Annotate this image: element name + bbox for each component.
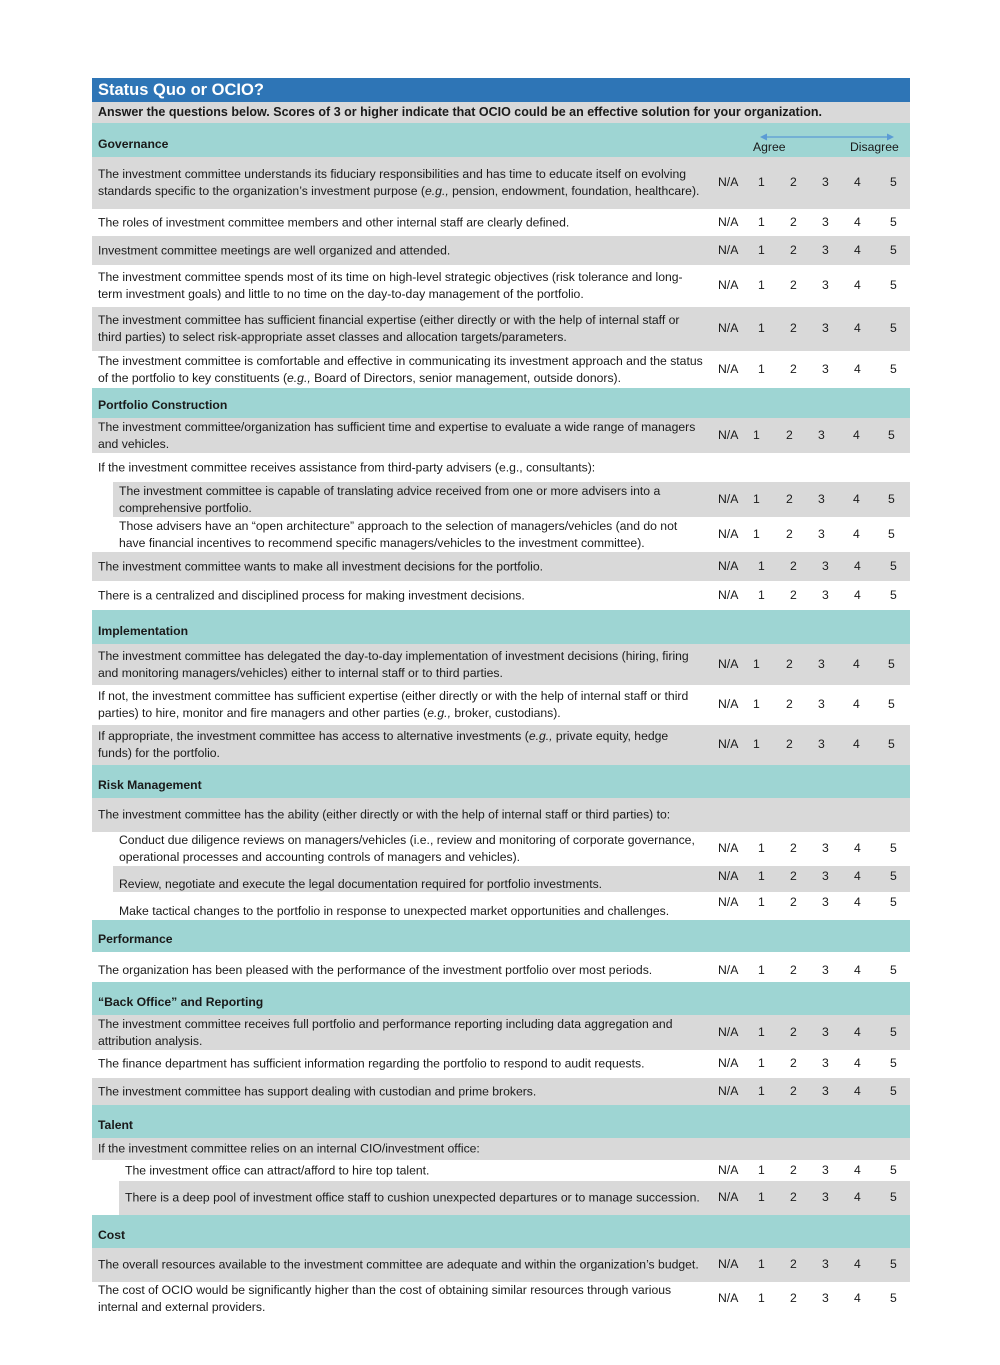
rating-scale — [714, 175, 904, 191]
rating-option-4[interactable]: 4 — [854, 587, 861, 602]
rating-option-5[interactable]: 5 — [890, 869, 897, 883]
rating-scale — [714, 895, 904, 911]
rating-option-1[interactable]: 1 — [758, 1083, 765, 1098]
survey-sheet — [92, 78, 910, 1316]
rating-option-3[interactable]: 3 — [822, 175, 829, 189]
question-row — [92, 418, 910, 453]
rating-option-na[interactable]: N/A — [718, 1291, 739, 1305]
rating-option-4[interactable]: 4 — [854, 242, 861, 257]
question-row — [92, 581, 910, 610]
rating-option-4[interactable]: 4 — [854, 361, 861, 376]
rating-option-4[interactable]: 4 — [853, 656, 860, 671]
rating-option-2[interactable]: 2 — [790, 242, 797, 257]
rating-scale — [714, 278, 904, 294]
rating-option-3[interactable]: 3 — [822, 869, 829, 883]
section-heading: “Back Office” and Reporting — [98, 995, 264, 1009]
question-text: If not, the investment committee has sufficient expertise (either directly or with the help of internal staff or third parties) to hire, monitor and fire managers and other parties (e.g., broker, custodians). — [98, 689, 689, 720]
rating-option-5[interactable]: 5 — [890, 587, 897, 602]
question-text: The overall resources available to the investment committee are adequate and within the organization’s budget. — [98, 1257, 699, 1272]
rating-option-2[interactable]: 2 — [790, 1056, 797, 1070]
rating-option-na[interactable]: N/A — [718, 214, 739, 229]
rating-option-3[interactable]: 3 — [818, 526, 825, 541]
question-row — [92, 209, 910, 236]
rating-option-5[interactable]: 5 — [890, 175, 897, 189]
rating-option-4[interactable]: 4 — [854, 214, 861, 229]
question-text: The investment office can attract/afford to hire top talent. — [125, 1163, 430, 1177]
section-governance — [92, 123, 910, 157]
rating-option-3[interactable]: 3 — [822, 587, 829, 602]
rating-option-4[interactable]: 4 — [854, 1291, 861, 1305]
question-row — [92, 892, 910, 920]
section-back-office — [92, 982, 910, 1015]
rating-scale — [714, 215, 904, 231]
rating-option-4[interactable]: 4 — [854, 1056, 861, 1070]
rating-option-4[interactable]: 4 — [854, 558, 861, 573]
rating-option-4[interactable]: 4 — [854, 841, 861, 855]
question-row — [92, 725, 910, 765]
rating-option-5[interactable]: 5 — [890, 214, 897, 229]
rating-option-2[interactable]: 2 — [790, 1257, 797, 1271]
rating-option-na[interactable]: N/A — [718, 869, 739, 883]
question-row — [92, 236, 910, 265]
rating-option-na[interactable]: N/A — [718, 1162, 739, 1177]
rating-option-5[interactable]: 5 — [890, 242, 897, 257]
rating-option-3[interactable]: 3 — [818, 427, 825, 442]
rating-option-5[interactable]: 5 — [890, 278, 897, 292]
rating-option-5[interactable]: 5 — [888, 526, 895, 541]
rating-option-5[interactable]: 5 — [890, 1056, 897, 1070]
rating-scale — [714, 492, 904, 508]
rating-scale — [714, 559, 904, 575]
question-row — [92, 265, 910, 307]
rating-option-3[interactable]: 3 — [822, 214, 829, 229]
rating-option-na[interactable]: N/A — [718, 526, 739, 541]
rating-option-3[interactable]: 3 — [822, 558, 829, 573]
rating-option-4[interactable]: 4 — [854, 895, 861, 909]
rating-option-na[interactable]: N/A — [718, 697, 739, 711]
rating-scale — [714, 963, 904, 979]
rating-option-na[interactable]: N/A — [718, 491, 739, 506]
rating-option-3[interactable]: 3 — [818, 656, 825, 671]
rating-option-4[interactable]: 4 — [854, 869, 861, 883]
rating-option-3[interactable]: 3 — [822, 1083, 829, 1098]
rating-option-1[interactable]: 1 — [753, 427, 760, 442]
rating-option-5[interactable]: 5 — [890, 963, 897, 977]
intro-text: If the investment committee relies on an internal CIO/investment office: — [98, 1141, 480, 1156]
rating-option-2[interactable]: 2 — [790, 175, 797, 189]
section-cost — [92, 1215, 910, 1248]
rating-option-4[interactable]: 4 — [853, 491, 860, 506]
rating-option-3[interactable]: 3 — [822, 321, 829, 335]
question-row — [92, 1181, 910, 1215]
rating-option-2[interactable]: 2 — [786, 491, 793, 506]
rating-option-2[interactable]: 2 — [790, 1291, 797, 1305]
rating-option-5[interactable]: 5 — [890, 1257, 897, 1271]
rating-option-na[interactable]: N/A — [718, 656, 739, 671]
rating-option-na[interactable]: N/A — [718, 175, 739, 189]
rating-option-2[interactable]: 2 — [790, 361, 797, 376]
rating-option-4[interactable]: 4 — [854, 1257, 861, 1271]
rating-option-2[interactable]: 2 — [790, 214, 797, 229]
rating-scale — [714, 1291, 904, 1307]
question-row — [92, 351, 910, 388]
section-portfolio-construction — [92, 388, 910, 418]
rating-option-2[interactable]: 2 — [790, 869, 797, 883]
rating-scale — [714, 697, 904, 713]
rating-scale — [714, 1056, 904, 1072]
rating-scale — [714, 1257, 904, 1273]
rating-option-na[interactable]: N/A — [718, 242, 739, 257]
section-heading: Risk Management — [98, 778, 202, 792]
rating-option-1[interactable]: 1 — [758, 587, 765, 602]
rating-option-na[interactable]: N/A — [718, 1083, 739, 1098]
question-text: If appropriate, the investment committee has access to alternative investments (e.g., private equity, hedge funds) for the portfolio. — [98, 729, 669, 760]
indent-spacer — [92, 1181, 119, 1215]
section-heading: Performance — [98, 932, 173, 946]
rating-option-5[interactable]: 5 — [890, 1024, 897, 1039]
question-row — [92, 1078, 910, 1105]
rating-option-2[interactable]: 2 — [786, 427, 793, 442]
indent-spacer — [92, 482, 113, 517]
rating-option-1[interactable]: 1 — [758, 1291, 765, 1305]
rating-option-1[interactable]: 1 — [753, 697, 760, 711]
section-risk-management — [92, 765, 910, 798]
rating-option-3[interactable]: 3 — [818, 491, 825, 506]
rating-scale — [714, 428, 904, 444]
question-row — [92, 307, 910, 351]
rating-option-2[interactable]: 2 — [790, 558, 797, 573]
rating-option-5[interactable]: 5 — [888, 737, 895, 751]
rating-option-3[interactable]: 3 — [822, 1291, 829, 1305]
rating-option-5[interactable]: 5 — [890, 841, 897, 855]
rating-option-1[interactable]: 1 — [758, 242, 765, 257]
intro-row — [92, 453, 910, 482]
question-text: The finance department has sufficient information regarding the portfolio to respond to audit requests. — [98, 1056, 645, 1071]
rating-scale — [714, 869, 904, 885]
rating-scale — [714, 1190, 904, 1206]
rating-option-na[interactable]: N/A — [718, 737, 739, 751]
rating-option-3[interactable]: 3 — [822, 1162, 829, 1177]
rating-option-1[interactable]: 1 — [758, 869, 765, 883]
rating-option-1[interactable]: 1 — [758, 321, 765, 335]
rating-scale — [714, 362, 904, 378]
rating-option-4[interactable]: 4 — [854, 963, 861, 977]
question-row — [92, 952, 910, 982]
question-row — [92, 482, 910, 517]
rating-option-5[interactable]: 5 — [890, 895, 897, 909]
rating-option-na[interactable]: N/A — [718, 587, 739, 602]
rating-option-2[interactable]: 2 — [786, 697, 793, 711]
rating-option-1[interactable]: 1 — [758, 558, 765, 573]
indent-spacer — [92, 866, 113, 892]
question-text: The investment committee has delegated the day-to-day implementation of investment decisions (hiring, firing and monitoring managers/vehicles) either to internal staff or to third parties. — [98, 648, 689, 680]
rating-option-1[interactable]: 1 — [758, 963, 765, 977]
rating-option-2[interactable]: 2 — [790, 895, 797, 909]
rating-option-4[interactable]: 4 — [853, 737, 860, 751]
section-heading: Talent — [98, 1118, 133, 1132]
question-text: The investment committee/organization has sufficient time and expertise to evaluate a wide range of managers and vehicles. — [98, 419, 696, 451]
rating-option-1[interactable]: 1 — [758, 1162, 765, 1177]
rating-scale — [714, 841, 904, 857]
question-text: Those advisers have an “open architecture” approach to the selection of managers/vehicles (and do not have financial incentives to recommend specific managers/vehicles to the investment committee). — [119, 518, 678, 550]
rating-option-2[interactable]: 2 — [790, 1162, 797, 1177]
rating-option-na[interactable]: N/A — [718, 361, 739, 376]
intro-text: The investment committee has the ability (either directly or with the help of internal staff or third parties) to: — [98, 807, 671, 822]
rating-option-na[interactable]: N/A — [718, 558, 739, 573]
section-heading: Governance — [98, 137, 169, 151]
rating-option-na[interactable]: N/A — [718, 278, 739, 292]
question-text: The cost of OCIO would be significantly higher than the cost of obtaining similar resources through various internal and external providers. — [98, 1283, 672, 1314]
rating-option-5[interactable]: 5 — [890, 1291, 897, 1305]
rating-option-4[interactable]: 4 — [853, 427, 860, 442]
rating-option-3[interactable]: 3 — [822, 361, 829, 376]
question-row — [92, 644, 910, 685]
rating-option-3[interactable]: 3 — [818, 737, 825, 751]
rating-option-na[interactable]: N/A — [718, 321, 739, 335]
question-row — [92, 1160, 910, 1181]
rating-option-2[interactable]: 2 — [790, 587, 797, 602]
question-row — [92, 832, 910, 866]
question-row — [92, 157, 910, 209]
question-row — [92, 866, 910, 892]
rating-scale — [714, 321, 904, 337]
disagree-label: Disagree — [850, 140, 899, 154]
rating-option-2[interactable]: 2 — [786, 526, 793, 541]
rating-scale — [714, 588, 904, 604]
rating-scale — [714, 657, 904, 673]
rating-option-3[interactable]: 3 — [822, 242, 829, 257]
question-row — [92, 1282, 910, 1316]
section-talent — [92, 1105, 910, 1138]
rating-option-1[interactable]: 1 — [758, 278, 765, 292]
rating-option-1[interactable]: 1 — [758, 841, 765, 855]
question-text: The investment committee has sufficient financial expertise (either directly or with the help of internal staff or third parties) to select risk-appropriate asset classes and allocation targets/parameters. — [98, 313, 680, 344]
rating-option-3[interactable]: 3 — [822, 963, 829, 977]
question-row — [92, 552, 910, 581]
rating-option-5[interactable]: 5 — [890, 1083, 897, 1098]
section-heading: Implementation — [98, 624, 189, 638]
rating-option-5[interactable]: 5 — [890, 321, 897, 335]
rating-option-5[interactable]: 5 — [888, 491, 895, 506]
rating-option-1[interactable]: 1 — [758, 1257, 765, 1271]
rating-option-2[interactable]: 2 — [790, 1024, 797, 1039]
rating-option-na[interactable]: N/A — [718, 1024, 739, 1039]
question-text: Conduct due diligence reviews on managers/vehicles (i.e., review and monitoring of corporate governance, operational processes and accounting controls of managers and vehicles). — [119, 833, 695, 864]
rating-option-5[interactable]: 5 — [888, 427, 895, 442]
rating-option-na[interactable]: N/A — [718, 841, 739, 855]
section-performance — [92, 920, 910, 952]
rating-scale — [714, 243, 904, 259]
question-text: The investment committee understands its fiduciary responsibilities and has time to educate itself on evolving standards specific to the organization’s investment purpose (e.g., pension, endowment, foundation, healthcare). — [98, 167, 700, 198]
rating-option-4[interactable]: 4 — [854, 175, 861, 189]
question-text: There is a centralized and disciplined process for making investment decisions. — [98, 588, 525, 602]
intro-row — [92, 798, 910, 832]
rating-option-3[interactable]: 3 — [822, 841, 829, 855]
rating-option-3[interactable]: 3 — [822, 1056, 829, 1070]
rating-option-5[interactable]: 5 — [890, 558, 897, 573]
rating-option-na[interactable]: N/A — [718, 963, 739, 977]
rating-option-5[interactable]: 5 — [888, 697, 895, 711]
rating-option-1[interactable]: 1 — [758, 214, 765, 229]
page-title: Status Quo or OCIO? — [92, 78, 910, 102]
rating-option-2[interactable]: 2 — [790, 278, 797, 292]
question-text: Make tactical changes to the portfolio in response to unexpected market opportunities and challenges. — [119, 904, 670, 918]
section-heading: Cost — [98, 1228, 126, 1242]
rating-option-4[interactable]: 4 — [853, 697, 860, 711]
rating-option-2[interactable]: 2 — [790, 963, 797, 977]
rating-option-1[interactable]: 1 — [753, 491, 760, 506]
question-text: Review, negotiate and execute the legal documentation required for portfolio investments. — [119, 877, 603, 891]
rating-option-1[interactable]: 1 — [758, 1056, 765, 1070]
rating-option-1[interactable]: 1 — [758, 1024, 765, 1039]
rating-option-2[interactable]: 2 — [790, 321, 797, 335]
question-text: Investment committee meetings are well organized and attended. — [98, 243, 451, 257]
rating-option-na[interactable]: N/A — [718, 1257, 739, 1271]
question-text: The organization has been pleased with the performance of the investment portfolio over most periods. — [98, 963, 653, 977]
question-text: There is a deep pool of investment office staff to cushion unexpected departures or to manage succession. — [125, 1190, 700, 1205]
question-row — [92, 1248, 910, 1282]
rating-option-3[interactable]: 3 — [822, 278, 829, 292]
rating-scale — [714, 527, 904, 543]
rating-option-4[interactable]: 4 — [854, 1190, 861, 1204]
intro-row — [92, 1138, 910, 1160]
question-row — [92, 517, 910, 552]
rating-option-3[interactable]: 3 — [818, 697, 825, 711]
rating-option-4[interactable]: 4 — [854, 321, 861, 335]
rating-option-5[interactable]: 5 — [890, 1162, 897, 1177]
rating-option-4[interactable]: 4 — [853, 526, 860, 541]
rating-option-2[interactable]: 2 — [790, 841, 797, 855]
intro-text: If the investment committee receives assistance from third-party advisers (e.g., consultants): — [98, 460, 596, 474]
rating-option-2[interactable]: 2 — [790, 1083, 797, 1098]
rating-option-1[interactable]: 1 — [753, 737, 760, 751]
section-implementation — [92, 610, 910, 644]
question-row — [92, 1015, 910, 1050]
rating-option-na[interactable]: N/A — [718, 1056, 739, 1070]
question-text: The investment committee receives full portfolio and performance reporting including data aggregation and attribution analysis. — [98, 1016, 673, 1048]
rating-scale — [714, 1163, 904, 1179]
agree-disagree-scale-header — [750, 123, 910, 157]
question-row — [92, 1050, 910, 1078]
question-text: The investment committee spends most of its time on high-level strategic objectives (risk tolerance and long-term investment goals) and little to no time on the day-to-day management of the portfolio. — [98, 270, 683, 301]
rating-option-4[interactable]: 4 — [854, 1024, 861, 1039]
rating-option-4[interactable]: 4 — [854, 278, 861, 292]
rating-option-5[interactable]: 5 — [888, 656, 895, 671]
question-text: The roles of investment committee members and other internal staff are clearly defined. — [98, 215, 570, 229]
rating-scale — [714, 1025, 904, 1041]
rating-option-1[interactable]: 1 — [753, 526, 760, 541]
question-text: The investment committee wants to make all investment decisions for the portfolio. — [98, 559, 544, 573]
rating-option-3[interactable]: 3 — [822, 895, 829, 909]
rating-option-1[interactable]: 1 — [758, 1190, 765, 1204]
question-text: The investment committee is comfortable and effective in communicating its investment approach and the status of the portfolio to key constituents (e.g., Board of Directors, senior management, outside donors). — [98, 353, 703, 385]
rating-option-4[interactable]: 4 — [854, 1162, 861, 1177]
question-text: The investment committee is capable of translating advice received from one or more advisers into a comprehensive portfolio. — [119, 483, 661, 515]
question-row — [92, 685, 910, 725]
rating-option-1[interactable]: 1 — [753, 656, 760, 671]
rating-option-2[interactable]: 2 — [786, 656, 793, 671]
rating-option-2[interactable]: 2 — [790, 1190, 797, 1204]
rating-scale — [714, 1084, 904, 1100]
rating-option-3[interactable]: 3 — [822, 1190, 829, 1204]
section-heading: Portfolio Construction — [98, 398, 228, 412]
rating-option-na[interactable]: N/A — [718, 1190, 739, 1204]
rating-option-1[interactable]: 1 — [758, 175, 765, 189]
question-text: The investment committee has support dealing with custodian and prime brokers. — [98, 1084, 537, 1098]
rating-option-1[interactable]: 1 — [758, 895, 765, 909]
rating-option-5[interactable]: 5 — [890, 361, 897, 376]
rating-option-5[interactable]: 5 — [890, 1190, 897, 1204]
agree-label: Agree — [753, 140, 786, 154]
rating-scale — [714, 737, 904, 753]
rating-option-3[interactable]: 3 — [822, 1024, 829, 1039]
rating-option-1[interactable]: 1 — [758, 361, 765, 376]
rating-option-2[interactable]: 2 — [786, 737, 793, 751]
rating-option-na[interactable]: N/A — [718, 895, 739, 909]
rating-option-na[interactable]: N/A — [718, 427, 739, 442]
instructions: Answer the questions below. Scores of 3 or higher indicate that OCIO could be an effective solution for your organization. — [92, 102, 910, 123]
rating-option-3[interactable]: 3 — [822, 1257, 829, 1271]
rating-option-4[interactable]: 4 — [854, 1083, 861, 1098]
